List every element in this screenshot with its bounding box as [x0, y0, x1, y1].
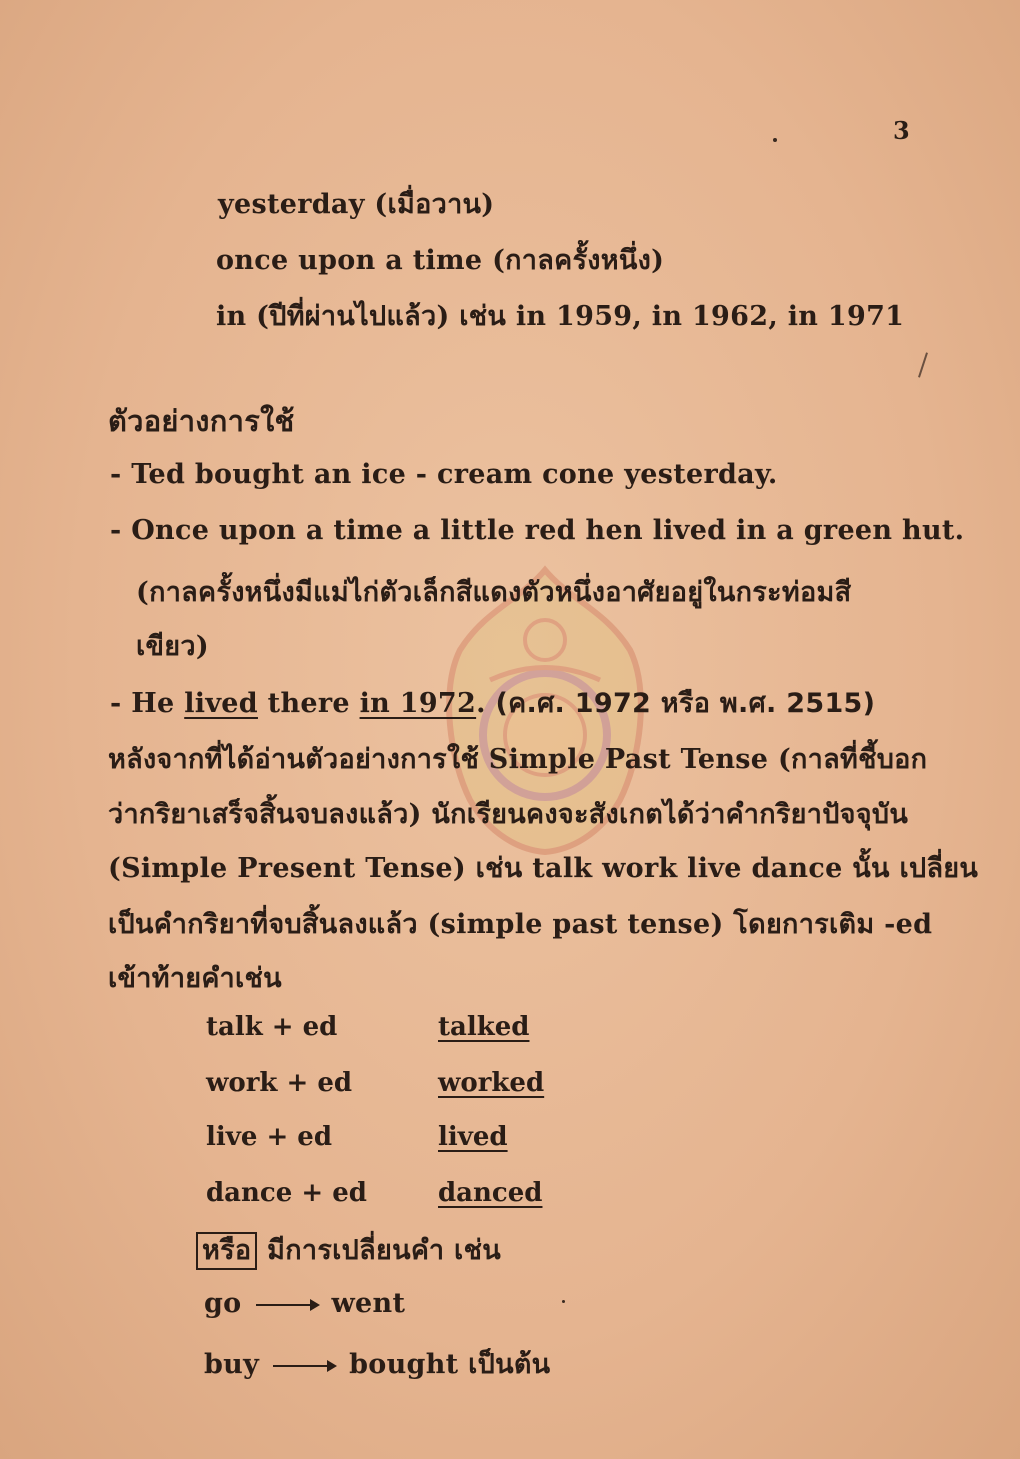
conjugation-past: talked [438, 1012, 530, 1042]
conjugation-past: lived [438, 1122, 508, 1152]
irregular-base: go [204, 1288, 242, 1319]
irregular-past: bought [349, 1349, 459, 1380]
irregular-base: buy [204, 1349, 260, 1380]
irregular-go [204, 1288, 405, 1319]
page-number: 3 [893, 116, 910, 145]
conjugation-past: worked [438, 1068, 545, 1098]
paragraph-line-3: (Simple Present Tense) เช่น talk work live dance นั้น เปลี่ยน [108, 853, 979, 884]
paper-speck [773, 138, 777, 142]
example-3-year: in 1972 [359, 688, 477, 719]
time-word-yesterday: yesterday (เมื่อวาน) [218, 189, 495, 220]
paragraph-line-4: เป็นคำกริยาที่จบสิ้นลงแล้ว (simple past tense) โดยการเติม -ed [108, 909, 933, 940]
example-3-verb: lived [184, 688, 258, 719]
conjugation-base: live + ed [206, 1122, 333, 1152]
arrow-right-icon [273, 1365, 335, 1367]
or-box: หรือ [196, 1232, 257, 1270]
irregular-past: went [331, 1288, 406, 1319]
example-1: - Ted bought an ice - cream cone yesterday. [110, 459, 778, 490]
example-2-translation-line1: (กาลครั้งหนึ่งมีแม่ไก่ตัวเล็กสีแดงตัวหนึ่งอาศัยอยู่ในกระท่อมสี [136, 577, 852, 608]
paper-scratch [918, 352, 928, 377]
example-2: - Once upon a time a little red hen lived in a green hut. [110, 515, 965, 546]
example-3-mid: there [257, 688, 360, 719]
paragraph-line-1: หลังจากที่ได้อ่านตัวอย่างการใช้ Simple Past Tense (กาลที่ชี้บอก [108, 744, 928, 775]
irregular-suffix: เป็นต้น [458, 1349, 551, 1380]
or-text: มีการเปลี่ยนคำ เช่น [267, 1235, 501, 1266]
conjugation-past: danced [438, 1178, 543, 1208]
example-3 [110, 681, 875, 724]
conjugation-base: talk + ed [206, 1012, 338, 1042]
paragraph-line-2: ว่ากริยาเสร็จสิ้นจบลงแล้ว) นักเรียนคงจะสังเกตได้ว่าคำกริยาปัจจุบัน [108, 799, 909, 830]
example-3-date-note: (ค.ศ. 1972 หรือ พ.ศ. 2515) [485, 688, 876, 719]
conjugation-base: dance + ed [206, 1178, 367, 1208]
example-3-prefix: - He [110, 688, 185, 719]
time-word-once-upon: once upon a time (กาลครั้งหนึ่ง) [216, 245, 665, 276]
example-3-dot: . [476, 688, 486, 719]
example-2-translation-line2: เขียว) [136, 631, 209, 662]
paragraph-line-5: เข้าท้ายคำเช่น [108, 963, 282, 994]
irregular-buy [204, 1342, 550, 1385]
paper-speck [562, 1300, 565, 1303]
or-change-line [196, 1228, 501, 1271]
arrow-right-icon [256, 1304, 318, 1306]
examples-heading: ตัวอย่างการใช้ [108, 404, 295, 438]
conjugation-base: work + ed [206, 1068, 353, 1098]
time-word-in-year: in (ปีที่ผ่านไปแล้ว) เช่น in 1959, in 1962, in 1971 [216, 301, 905, 332]
